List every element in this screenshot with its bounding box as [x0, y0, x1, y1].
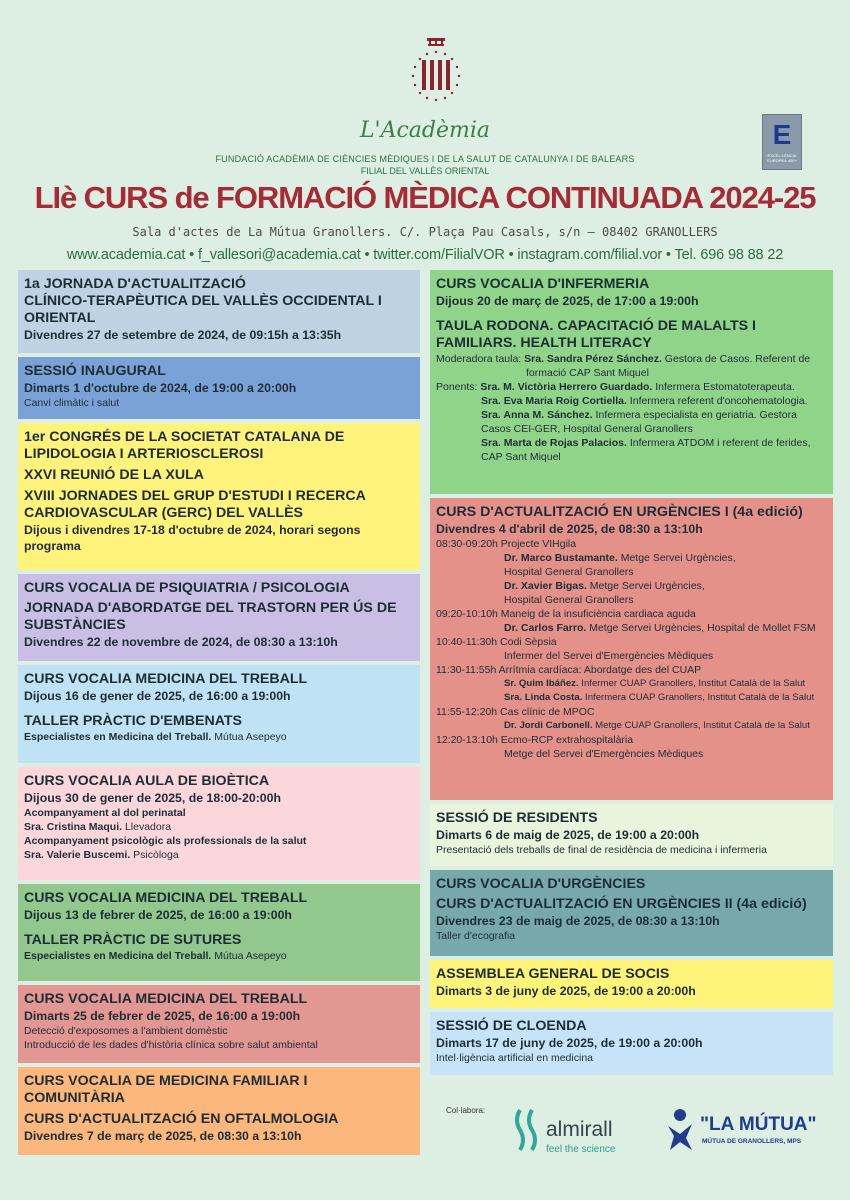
event-title: TALLER PRÀCTIC D'EMBENATS: [24, 713, 243, 729]
event-title: CURS D'ACTUALITZACIÓ EN URGÈNCIES II (4a edició): [436, 896, 807, 912]
contact-line: www.academia.cat • f_vallesori@academia.cat • twitter.com/FilialVOR • instagram.com/filial.vor • Tel. 696 98 88 22: [66, 247, 784, 263]
event-note: Presentació dels treballs de final de residència de medicina i infermeria: [436, 844, 767, 856]
speaker: Sra. Anna M. Sánchez.: [481, 409, 593, 421]
session: 11:55-12:20h Cas clínic de MPOC: [436, 706, 595, 718]
event-congres-lipidologia: [18, 423, 420, 570]
event-cloenda: [430, 1012, 833, 1075]
speaker: Especialistes en Medicina del Treball.: [24, 731, 212, 743]
almirall-mark-icon: [510, 1106, 544, 1152]
speaker-role: Infermer del Servei d'Emergències Mèdiques: [504, 650, 714, 662]
event-title: XVIII JORNADES DEL GRUP D'ESTUDI I RECERCA: [24, 488, 366, 504]
speaker-role: Llevadora: [122, 821, 172, 833]
event-psiquiatria: [18, 574, 420, 661]
event-title: CURS VOCALIA MEDICINA DEL TREBALL: [24, 890, 308, 906]
event-residents: [430, 804, 833, 866]
la-mutua-mark-icon: [666, 1108, 696, 1152]
event-sutures: [18, 884, 420, 981]
event-date: Dijous i divendres 17-18 d'octubre de 2024, horari segons: [24, 523, 361, 537]
academy-crest-icon: [404, 38, 468, 108]
speakers-label: Ponents:: [436, 381, 481, 393]
event-title: ORIENTAL: [24, 310, 96, 326]
speaker-org: Mútua Asepeyo: [211, 731, 287, 743]
event-embenats: [18, 665, 420, 763]
topic: Acompanyament al dol perinatal: [24, 807, 186, 819]
event-date: Divendres 4 d'abril de 2025, de 08:30 a 13:10h: [436, 522, 703, 536]
event-title: CLÍNICO-TERAPÈUTICA DEL VALLÈS OCCIDENTAL I: [24, 293, 382, 309]
event-title: ASSEMBLEA GENERAL DE SOCIS: [436, 966, 670, 982]
session: 11:30-11:55h Arrítmia cardíaca: Abordatge des del CUAP: [436, 664, 702, 676]
event-date: programa: [24, 539, 81, 553]
page-title: LIè CURS de FORMACIÓ MÈDICA CONTINUADA 2024-25: [34, 180, 816, 215]
speaker-role: Infermera Estomatoterapeuta.: [652, 381, 795, 393]
event-title: TAULA RODONA. CAPACITACIÓ DE MALALTS I: [436, 318, 756, 334]
speaker-role: Metge CUAP Granollers, Institut Català de la Salut: [592, 720, 810, 731]
event-date: Dijous 30 de gener de 2025, de 18:00-20:00h: [24, 791, 281, 805]
event-title: XXVI REUNIÓ DE LA XULA: [24, 467, 204, 483]
speaker-role: Infermera referent d'oncohematologia.: [626, 395, 808, 407]
event-title: TALLER PRÀCTIC DE SUTURES: [24, 932, 242, 948]
event-title: JORNADA D'ABORDATGE DEL TRASTORN PER ÚS DE: [24, 600, 397, 616]
speaker: Sra. Eva Maria Roig Cortiella.: [481, 395, 627, 407]
event-salut-ambiental: [18, 985, 420, 1063]
speaker-role: Infermera especialista en geriatria. Gestora Casos CEI-GER, Hospital General Granollers: [481, 409, 797, 435]
speaker-role: Metge Servei Urgències,: [586, 580, 705, 592]
speaker: Sra. Cristina Maqui.: [24, 821, 123, 833]
event-urgencies-2: [430, 870, 833, 956]
filial-name: FILIAL DEL VALLÈS ORIENTAL: [360, 166, 490, 176]
event-date: Dimarts 1 d'octubre de 2024, de 19:00 a 20:00h: [24, 381, 297, 395]
event-date: Dimarts 3 de juny de 2025, de 19:00 a 20:00h: [436, 984, 696, 998]
foundation-name: FUNDACIÓ ACADÈMIA DE CIÈNCIES MÈDIQUES I DE LA SALUT DE CATALUNYA I DE BALEARS: [215, 154, 635, 164]
event-title: CURS D'ACTUALITZACIÓ EN URGÈNCIES I (4a edició): [436, 504, 803, 520]
event-jornada-actualitzacio: [18, 270, 420, 353]
event-title: CARDIOVASCULAR (GERC) DEL VALLÈS: [24, 505, 304, 521]
almirall-logo: [506, 1104, 646, 1160]
speaker: Sr. Quim Ibáñez.: [504, 678, 579, 689]
event-title: SESSIÓ DE RESIDENTS: [436, 810, 598, 826]
event-title: CURS D'ACTUALITZACIÓ EN OFTALMOLOGIA: [24, 1111, 339, 1127]
session: 09:20-10:10h Maneig de la insuficiència cardiaca aguda: [436, 608, 696, 620]
event-date: Divendres 27 de setembre de 2024, de 09:15h a 13:35h: [24, 328, 342, 342]
event-date: Dijous 20 de març de 2025, de 17:00 a 19:00h: [436, 294, 699, 308]
event-date: Dijous 16 de gener de 2025, de 16:00 a 19:00h: [24, 689, 291, 703]
event-title: CURS VOCALIA AULA DE BIOÈTICA: [24, 773, 270, 789]
topic: Acompanyament psicològic als professionals de la salut: [24, 835, 307, 847]
event-title: CURS VOCALIA DE PSIQUIATRIA / PSICOLOGIA: [24, 580, 350, 596]
event-date: Divendres 7 de març de 2025, de 08:30 a 13:10h: [24, 1129, 302, 1143]
speaker: Dr. Jordi Carbonell.: [504, 720, 593, 731]
event-date: Divendres 22 de novembre de 2024, de 08:30 a 13:10h: [24, 635, 338, 649]
event-date: Dimarts 6 de maig de 2025, de 19:00 a 20:00h: [436, 828, 700, 842]
event-date: Dimarts 17 de juny de 2025, de 19:00 a 20:00h: [436, 1036, 703, 1050]
event-title: 1er CONGRÉS DE LA SOCIETAT CATALANA DE: [24, 429, 345, 445]
speaker: Dr. Xavier Bigas.: [504, 580, 587, 592]
event-bioetica: [18, 767, 420, 880]
session: 10:40-11:30h Codi Sèpsia: [436, 636, 557, 648]
moderator-role: Gestora de Casos. Referent de formació CAP Sant Miquel: [526, 353, 811, 379]
moderator-label: Moderadora taula:: [436, 353, 525, 365]
topic: Detecció d'exposomes a l'ambient domèstic: [24, 1025, 228, 1037]
event-title: LIPIDOLOGIA I ARTERIOSCLEROSI: [24, 446, 264, 462]
event-title: CURS VOCALIA D'URGÈNCIES: [436, 876, 646, 892]
badge-letter: E: [772, 119, 792, 150]
event-title: 1a JORNADA D'ACTUALITZACIÓ: [24, 276, 246, 292]
speaker-role: Metge del Servei d'Emergències Mèdiques: [504, 748, 704, 760]
event-note: Taller d'ecografia: [436, 930, 516, 942]
la-mutua-tagline: MÚTUA DE GRANOLLERS, MPS: [702, 1138, 802, 1145]
event-title: SESSIÓ INAUGURAL: [24, 363, 166, 379]
event-note: Intel·ligència artificial en medicina: [436, 1052, 593, 1064]
moderator: Sra. Sandra Pérez Sánchez.: [524, 353, 662, 365]
session: 08:30-09:20h Projecte VIHgila: [436, 538, 577, 550]
event-note: Canvi climàtic i salut: [24, 397, 120, 409]
speaker-org: Mútua Asepeyo: [211, 950, 287, 962]
event-infermeria: [430, 270, 833, 494]
event-title: CURS VOCALIA MEDICINA DEL TREBALL: [24, 671, 308, 687]
event-sessio-inaugural: [18, 357, 420, 419]
speaker: Dr. Carlos Farro.: [504, 622, 587, 634]
event-date: Dijous 13 de febrer de 2025, de 16:00 a 19:00h: [24, 908, 292, 922]
speaker: Sra. Valerie Buscemi.: [24, 849, 131, 861]
header: [0, 0, 850, 268]
speaker: Sra. Marta de Rojas Palacios.: [481, 437, 627, 449]
speaker-org: Hospital General Granollers: [504, 594, 634, 606]
excellence-badge: [762, 114, 802, 170]
la-mutua-name: "LA MÚTUA": [700, 1114, 817, 1135]
event-title: SESSIÓ DE CLOENDA: [436, 1018, 587, 1034]
almirall-name: almirall: [546, 1118, 613, 1141]
badge-text: EXCEL·LÈNCIA EUROPEA 400+: [767, 153, 797, 163]
speaker: Dr. Marco Bustamante.: [504, 552, 618, 564]
speaker-role: Metge Servei Urgències, Hospital de Mollet FSM: [586, 622, 816, 634]
speaker: Especialistes en Medicina del Treball.: [24, 950, 212, 962]
speaker-role: Infermera ATDOM i referent de ferides, CAP Sant Miquel: [481, 437, 811, 463]
event-urgencies-1: [430, 498, 833, 800]
topic: Introducció de les dades d'història clínica sobre salut ambiental: [24, 1039, 318, 1051]
event-title: COMUNITÀRIA: [24, 1090, 125, 1106]
almirall-tagline: feel the science: [546, 1144, 616, 1155]
la-mutua-logo: [666, 1108, 836, 1158]
speaker-role: Metge Servei Urgències,: [617, 552, 736, 564]
event-title: CURS VOCALIA MEDICINA DEL TREBALL: [24, 991, 308, 1007]
event-title: CURS VOCALIA DE MEDICINA FAMILIAR I: [24, 1073, 308, 1089]
session: 12:20-13:10h Ecmo-RCP extrahospitalària: [436, 734, 634, 746]
event-title: SUBSTÀNCIES: [24, 617, 126, 633]
event-title: FAMILIARS. HEALTH LITERACY: [436, 335, 652, 351]
speaker: Sra. Linda Costa.: [504, 692, 583, 703]
venue: Sala d'actes de La Mútua Granollers. C/. Plaça Pau Casals, s/n – 08402 GRANOLLERS: [132, 225, 718, 239]
collabora-label: Col·labora:: [446, 1106, 486, 1115]
speaker: Sra. M. Victòria Herrero Guardado.: [480, 381, 653, 393]
brand-name: L'Acadèmia: [359, 118, 491, 143]
event-date: Divendres 23 de maig de 2025, de 08:30 a 13:10h: [436, 914, 720, 928]
speaker-role: Infermer CUAP Granollers, Institut Català de la Salut: [578, 678, 806, 689]
event-title: CURS VOCALIA D'INFERMERIA: [436, 276, 650, 292]
event-assemblea: [430, 960, 833, 1008]
speaker-role: Infermera CUAP Granollers, Institut Català de la Salut: [582, 692, 815, 703]
speaker-role: Psicòloga: [130, 849, 179, 861]
speaker-org: Hospital General Granollers: [504, 566, 634, 578]
event-date: Dimarts 25 de febrer de 2025, de 16:00 a 19:00h: [24, 1009, 301, 1023]
event-oftalmologia: [18, 1067, 420, 1155]
